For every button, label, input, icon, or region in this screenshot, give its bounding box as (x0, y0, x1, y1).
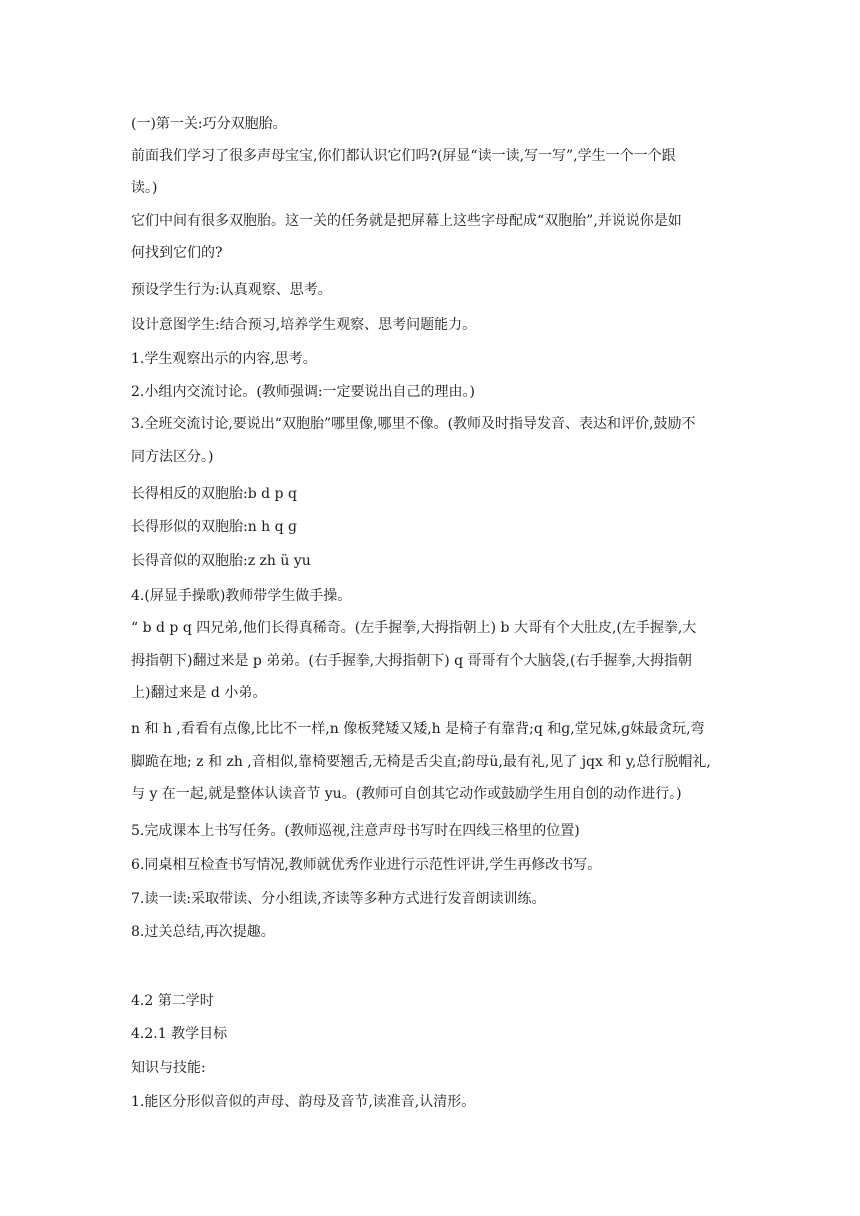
paragraph-line: 设计意图学生:结合预习,培养学生观察、思考问题能力。 (131, 317, 477, 333)
section-heading: 4.2 第二学时 (131, 993, 214, 1009)
paragraph-line: 长得形似的双胞胎:n h q ɡ (131, 519, 298, 535)
paragraph-line: 前面我们学习了很多声母宝宝,你们都认识它们吗?(屏显“读一读,写一写”,学生一个一个跟 (131, 148, 676, 164)
paragraph-line: 它们中间有很多双胞胎。这一关的任务就是把屏幕上这些字母配成“双胞胎”,并说说你是如 (131, 213, 682, 229)
paragraph-line: 4.(屏显手操歌)教师带学生做手操。 (131, 588, 352, 604)
paragraph-line: “ b d p q 四兄弟,他们长得真稀奇。(左手握拳,大拇指朝上) b 大哥有个大肚皮,(左手握拳,大 (131, 620, 697, 636)
subsection-heading: 4.2.1 教学目标 (131, 1026, 228, 1042)
paragraph-line: 何找到它们的? (131, 245, 223, 261)
paragraph-line: 5.完成课本上书写任务。(教师巡视,注意声母书写时在四线三格里的位置) (131, 823, 580, 839)
paragraph-line: n 和 h ,看看有点像,比比不一样,n 像板凳矮又矮,h 是椅子有靠背;q 和ɡ,堂兄妹,ɡ妹最贪玩,弯 (131, 721, 705, 737)
paragraph-line: 3.全班交流讨论,要说出“双胞胎”哪里像,哪里不像。(教师及时指导发音、表达和评价,鼓励不 (131, 416, 696, 432)
paragraph-line: 1.学生观察出示的内容,思考。 (131, 351, 317, 367)
paragraph-line: 拇指朝下)翻过来是 p 弟弟。(右手握拳,大拇指朝下) q 哥哥有个大脑袋,(右手握拳,大拇指朝 (131, 653, 692, 669)
paragraph-line: 7.读一读:采取带读、分小组读,齐读等多种方式进行发音朗读训练。 (131, 891, 546, 907)
paragraph-line: 长得音似的双胞胎:z zh ü yu (131, 553, 311, 569)
paragraph-line: 上)翻过来是 d 小弟。 (131, 685, 267, 701)
paragraph-line: 读。) (131, 180, 158, 196)
paragraph-line: 与 y 在一起,就是整体认读音节 yu。(教师可自创其它动作或鼓励学生用自创的动作进行。) (131, 786, 682, 802)
paragraph-line: 脚跪在地; z 和 zh ,音相似,靠椅要翘舌,无椅是舌尖直;韵母ü,最有礼,见了 jqx 和 y,总行脱帽礼, (131, 754, 711, 770)
paragraph-line: 1.能区分形似音似的声母、韵母及音节,读准音,认清形。 (131, 1094, 476, 1110)
paragraph-line: (一)第一关:巧分双胞胎。 (131, 116, 287, 132)
paragraph-line: 知识与技能: (131, 1060, 206, 1076)
paragraph-line: 预设学生行为:认真观察、思考。 (131, 282, 332, 298)
paragraph-line: 6.同桌相互检查书写情况,教师就优秀作业进行示范性评讲,学生再修改书写。 (131, 857, 602, 873)
paragraph-line: 同方法区分。) (131, 449, 214, 465)
paragraph-line: 2.小组内交流讨论。(教师强调:一定要说出自己的理由。) (131, 384, 475, 400)
paragraph-line: 长得相反的双胞胎:b d p q (131, 486, 297, 502)
paragraph-line: 8.过关总结,再次提趣。 (131, 924, 275, 940)
